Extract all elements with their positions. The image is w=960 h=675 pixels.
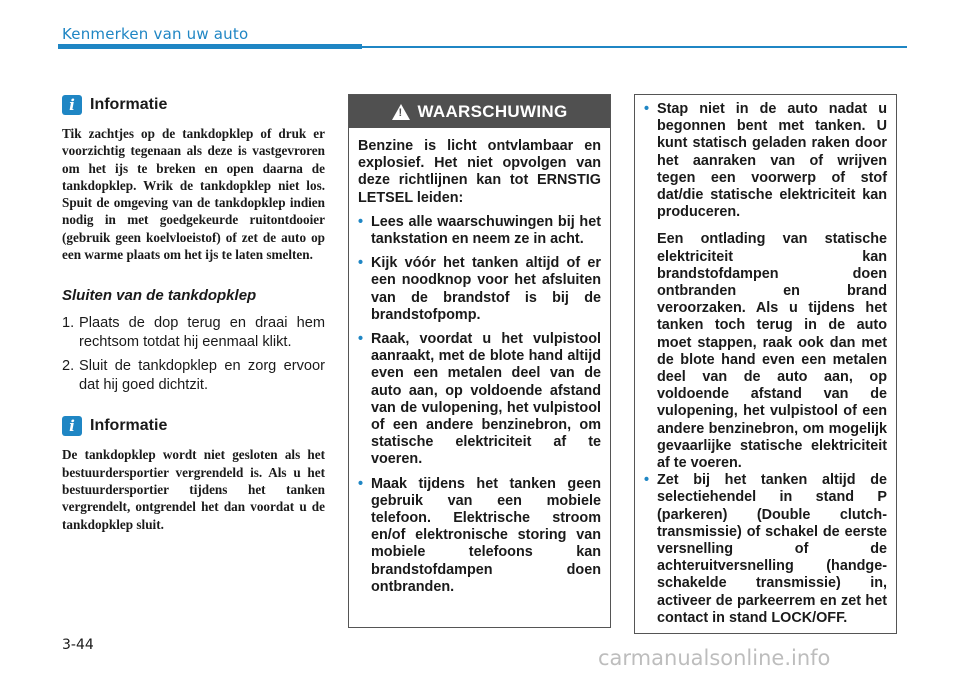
step-text: Sluit de tankdopklep en zorg ervoor dat hij goed dichtzit. (79, 358, 325, 393)
bullet-text: Zet bij het tanken altijd de selectiehendel in stand P (parkeren) (Double clutch-transmissie) of schakel de eerste versnelling of de achteruitversnelling (handge-schakelde transmissie) in, activeer de parkeerrem en zet het contact in stand LOCK/OFF. (657, 472, 887, 626)
bullet-icon: • (358, 475, 364, 492)
warning-continued-box (634, 94, 897, 634)
warning-intro: Benzine is licht ontvlambaar en explosief. Het niet opvolgen van deze richtlijnen kan tot ERNSTIG LETSEL leiden: (358, 138, 601, 206)
list-item (358, 214, 601, 248)
step-number: 1. (62, 315, 75, 332)
step-number: 2. (62, 358, 75, 375)
info-text: De tankdopklep wordt niet gesloten als het bestuurdersportier vergrendeld is. Als u het bestuurdersportier tijdens het tanken vergrendelt, ontgrendel het dan voordat u de tankdopklep sluit. (62, 447, 325, 532)
header-rule-thin (362, 46, 907, 48)
step-text: Plaats de dop terug en draai hem rechtsom totdat hij eenmaal klikt. (79, 315, 325, 350)
warning-content (349, 128, 610, 596)
list-item (358, 476, 601, 596)
list-item (644, 472, 887, 627)
info-icon: i (62, 416, 82, 436)
info-heading (62, 416, 325, 436)
info-heading (62, 95, 325, 115)
warning-paragraph: Een ontlading van statische elektriciteit kan brandstofdampen doen ontbranden en brand veroorzaken. Als u tijdens het tanken toch terug in de auto moet stappen, raak ook dan met de blote hand even een metalen deel van de auto aan, op voldoende afstand van de vulopening, het vulpistool of een andere benzinebron, om mogelijk gevaarlijke statische elektriciteit af te voeren. (657, 231, 887, 472)
step-item (62, 357, 325, 394)
left-column (62, 95, 325, 533)
bullet-icon: • (358, 255, 364, 272)
warning-triangle-icon (392, 104, 410, 120)
header-rule-thick (58, 44, 362, 49)
warning-box (348, 94, 611, 628)
bullet-icon: • (358, 331, 364, 348)
subsection-heading: Sluiten van de tankdopklep (62, 287, 257, 305)
warning-list (644, 472, 887, 627)
info-title: Informatie (90, 417, 168, 435)
step-item (62, 314, 325, 351)
page-number: 3-44 (62, 637, 94, 653)
info-text: Tik zachtjes op de tankdopklep of druk er voorzichtig tegenaan als deze is vastgevroren om het ijs te breken en open daarna de tankdopklep. Wrik de tankdopklep niet los. Spuit de omgeving van de tankdopklep indien nodig in met goedgekeurde ruitontdooier (gebruik geen koelvloeistof) of zet de auto op een warme plaats om het ijs te laten smelten. (62, 126, 325, 263)
bullet-text: Raak, voordat u het vulpistool aanraakt, met de blote hand altijd even een metalen deel van de auto aan, op voldoende afstand van de vulopening, het vulpistool of een andere benzinebron, om statische elektriciteit af te voeren. (371, 331, 601, 468)
list-item (644, 101, 887, 221)
bullet-text: Lees alle waarschuwingen bij het tankstation en neem ze in acht. (371, 213, 601, 248)
bullet-text: Maak tijdens het tanken geen gebruik van een mobiele telefoon. Elektrische stroom en/of elektronische storing van mobiele telefoons kan brandstofdampen doen ontbranden. (371, 475, 601, 595)
bullet-icon: • (644, 472, 650, 489)
section-title: Kenmerken van uw auto (62, 25, 249, 43)
info-icon: i (62, 95, 82, 115)
bullet-text: Kijk vóór het tanken altijd of er een noodknop voor het afsluiten van de brandstof is bij de brandstofpomp. (371, 255, 601, 323)
watermark: carmanualsonline.info (598, 646, 831, 670)
list-item (358, 331, 601, 469)
bullet-text: Stap niet in de auto nadat u begonnen bent met tanken. U kunt statisch geladen raken door het aanraken van of wrijven tegen een voorwerp of stof dat/die statische elektriciteit kan produceren. (657, 101, 887, 221)
warning-title: WAARSCHUWING (417, 101, 568, 121)
bullet-icon: • (644, 101, 650, 117)
warning-header (349, 95, 610, 128)
list-item (358, 255, 601, 324)
bullet-icon: • (358, 213, 364, 230)
steps-list (62, 314, 325, 394)
info-title: Informatie (90, 96, 168, 113)
warning-list (644, 101, 887, 221)
warning-list (358, 214, 601, 596)
